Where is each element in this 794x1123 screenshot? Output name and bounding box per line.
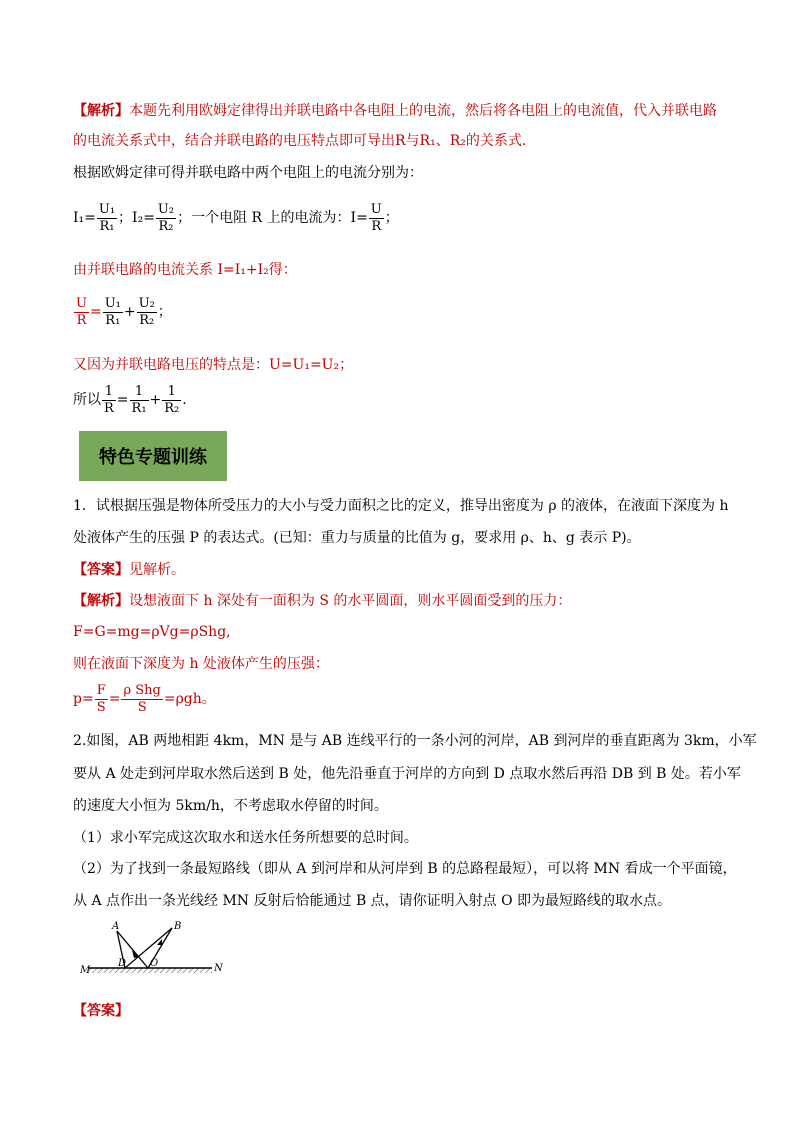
eq3-frac-1: [130, 384, 149, 417]
p-eq-num: ρ Shg: [123, 682, 161, 698]
eq3-intro: 又因为并联电路电压的特点是：U=U₁=U₂；: [73, 357, 354, 373]
label-m: M: [80, 965, 91, 976]
eq3-r: R: [104, 400, 114, 416]
eq2-plus: +: [123, 304, 136, 320]
eq1-frac-3: [369, 202, 384, 235]
eq3-n2: 1: [162, 384, 181, 401]
eq1-end: ；: [384, 210, 399, 226]
q2-sub1: （1）求小军完成这次取水和送水任务所想要的总时间。: [73, 830, 418, 846]
eq3-pre: 所以: [73, 392, 101, 408]
eq2-u2: U₂: [138, 295, 155, 311]
p-eq-frac-1: [95, 683, 108, 716]
eq2-r1: R₁: [105, 312, 121, 328]
eq2-frac-u-r: [74, 296, 89, 329]
resistance-relation-equation: [73, 380, 187, 420]
eq1-i2: I₂=: [132, 210, 155, 226]
q1-pressure-intro: 则在液面下深度为 h 处液体产生的压强：: [73, 656, 329, 672]
analysis1-line-c: 根据欧姆定律可得并联电路中两个电阻上的电流分别为：: [73, 165, 423, 181]
eq3-frac-r: [102, 384, 116, 417]
q2-sub2-b: 从 A 点作出一条光线经 MN 反射后恰能通过 B 点，请你证明入射点 O 即为最短路线的取水点。: [73, 893, 672, 909]
eq1-u2: U₂: [157, 201, 175, 217]
current-relation-equation: [73, 292, 172, 332]
eq1-sep: ；: [118, 210, 133, 226]
analysis-tag: 【解析】: [73, 103, 129, 119]
eq1-u1: U₁: [98, 201, 116, 217]
eq3-n: 1: [102, 384, 116, 401]
label-d: D: [118, 958, 127, 969]
q1-analysis-text: 设想液面下 h 深处有一面积为 S 的水平圆面，则水平圆面受到的压力：: [129, 593, 572, 609]
q2-line-b: 要从 A 处走到河岸取水然后送到 B 处，他先沿垂直于河岸的方向到 D 点取水然后再沿 DB 到 B 处。若小军: [73, 766, 741, 782]
q1-answer: [73, 560, 185, 580]
eq3-frac-2: [162, 384, 181, 417]
eq2-intro: 由并联电路的电流关系 I=I₁+I₂得：: [73, 262, 297, 278]
eq3-eq: =: [116, 392, 129, 408]
river-reflection-diagram: [80, 917, 230, 987]
eq2-frac-1: [103, 296, 123, 329]
q2-answer-tag: 【答案】: [73, 1003, 129, 1019]
eq3-n1: 1: [130, 384, 149, 401]
p-eq-frac-2: [121, 683, 162, 716]
q2-answer: [73, 1001, 129, 1021]
eq3-plus: +: [149, 392, 162, 408]
analysis1-line-a: [73, 101, 717, 121]
eq1-u: U: [370, 201, 382, 217]
eq1-i1: I₁=: [73, 210, 96, 226]
eq2-eq: =: [89, 304, 102, 320]
eq1-frac-1: [97, 202, 117, 235]
q1-answer-text: 见解析。: [129, 562, 185, 578]
eq2-r2: R₂: [139, 312, 155, 328]
p-eq-p: p=: [73, 691, 94, 707]
q1-analysis-tag: 【解析】: [73, 593, 129, 609]
analysis1-text-a: 本题先利用欧姆定律得出并联电路中各电阻上的电流，然后将各电阻上的电流值，代入并联电路: [129, 103, 717, 119]
eq3-end: .: [182, 392, 187, 408]
eq1-r2: R₂: [158, 218, 174, 234]
label-o: O: [150, 958, 159, 969]
eq2-r: R: [76, 312, 87, 328]
label-a: A: [112, 921, 120, 932]
p-eq-f: F: [96, 682, 106, 698]
q1-force-eq: F=G=mg=ρVg=ρShg,: [73, 624, 231, 640]
eq2-u1: U₁: [104, 295, 121, 311]
eq3-r1: R₁: [131, 400, 147, 416]
label-b: B: [174, 921, 182, 932]
q2-line-c: 的速度大小恒为 5km/h，不考虑取水停留的时间。: [73, 798, 388, 814]
q1-line-b: 处液体产生的压强 P 的表达式。(已知：重力与质量的比值为 g，要求用 ρ、h、g 表示 P)。: [73, 530, 641, 546]
q1-line-a: 1．试根据压强是物体所受压力的大小与受力面积之比的定义，推导出密度为 ρ 的液体，在液面下深度为 h: [73, 498, 729, 514]
eq1-r: R: [371, 218, 382, 234]
eq2-u: U: [76, 295, 87, 311]
p-eq-eq: =: [108, 691, 121, 707]
p-eq-s2: S: [137, 699, 147, 715]
q2-line-a: 2.如图，AB 两地相距 4km，MN 是与 AB 连线平行的一条小河的河岸，AB 到河岸的垂直距离为 3km，小军: [73, 733, 757, 749]
q1-pressure-equation: [73, 679, 216, 719]
eq1-mid: ；一个电阻 R 上的电流为：I=: [177, 210, 368, 226]
eq2-end: ；: [157, 304, 172, 320]
p-eq-s1: S: [96, 699, 106, 715]
section-banner: 特色专题训练: [79, 431, 227, 481]
analysis1-line-b: 的电流关系式中，结合并联电路的电压特点即可导出R与R₁、R₂的关系式．: [73, 133, 536, 149]
p-eq-end: =ρgh。: [163, 691, 216, 707]
q2-sub2-a: （2）为了找到一条最短路线（即从 A 到河岸和从河岸到 B 的总路程最短），可以将 MN 看成一个平面镜，: [73, 861, 737, 877]
eq1-r1: R₁: [99, 218, 115, 234]
eq3-r2: R₂: [164, 400, 180, 416]
label-n: N: [214, 963, 223, 974]
ohm-law-equations: [73, 198, 399, 238]
q1-answer-tag: 【答案】: [73, 562, 129, 578]
eq1-frac-2: [156, 202, 176, 235]
q1-analysis: [73, 591, 571, 611]
eq2-frac-2: [137, 296, 157, 329]
